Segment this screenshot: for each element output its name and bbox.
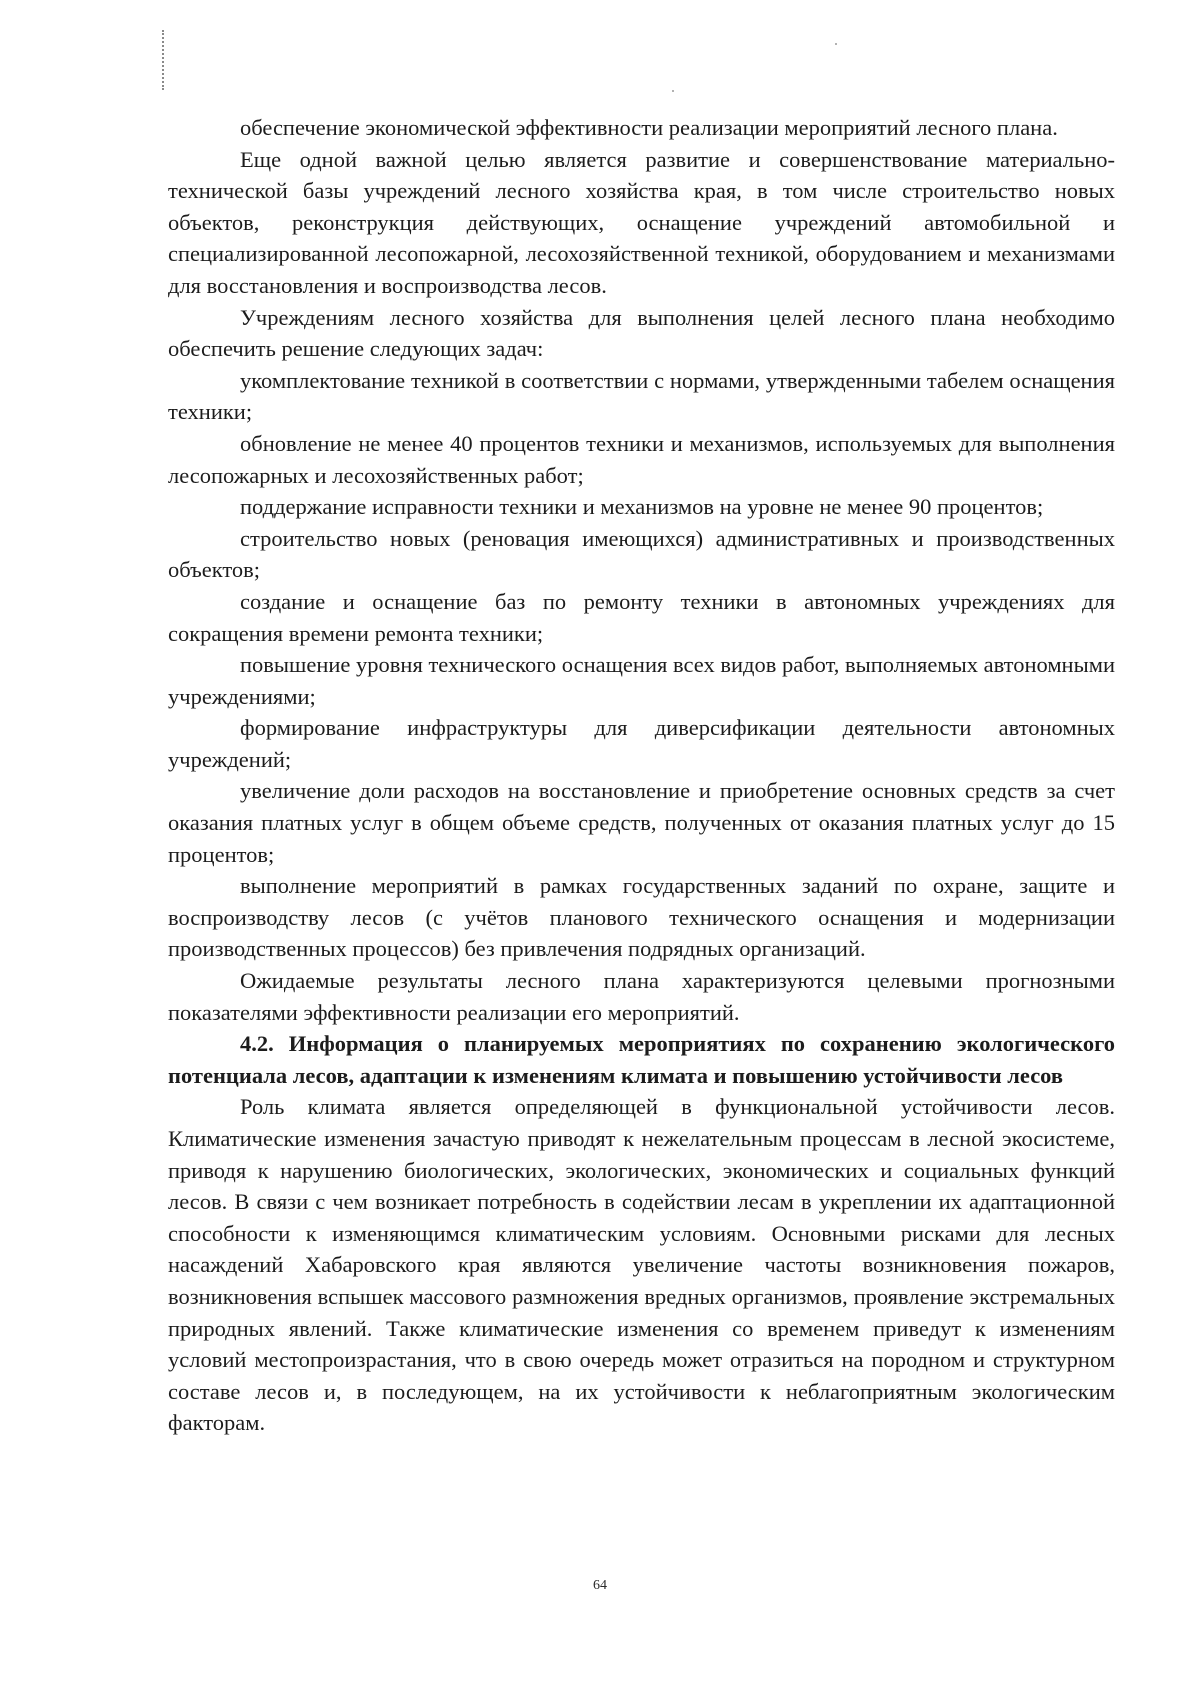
paragraph: обеспечение экономической эффективности реализации мероприятий лесного плана. bbox=[240, 115, 1058, 140]
paragraph: Еще одной важной целью является развитие и совершенствование материально-технической базы учреждений лесного хозяйства края, в том числе строительство новых объектов, реконструкция действующих, оснащение учреждений автомобильной и специализированной лесопожарной, лесохозяйственной техникой, оборудованием и механизмами для восстановления и воспроизводства лесов. bbox=[168, 146, 1115, 298]
list-item: обновление не менее 40 процентов техники и механизмов, используемых для выполнения лесопожарных и лесохозяйственных работ; bbox=[168, 430, 1115, 488]
section-paragraph: Роль климата является определяющей в функциональной устойчивости лесов. Климатические изменения зачастую приводят к нежелательным процессам в лесной экосистеме, приводя к нарушению биологических, экологических, экономических и социальных функций лесов. В связи с чем возникает потребность в содействии лесам в укреплении их адаптационной способности к изменяющимся климатическим условиям. Основными рисками для лесных насаждений Хабаровского края являются увеличение частоты возникновения пожаров, возникновения вспышек массового размножения вредных организмов, проявление экстремальных природных явлений. Также климатические изменения со временем приведут к изменениям условий местопроизрастания, что в свою очередь может отразиться на породном и структурном составе лесов и, в последующем, на их устойчивости к неблагоприятным экологическим факторам. bbox=[168, 1094, 1115, 1436]
scan-artifact-speck bbox=[672, 90, 674, 92]
list-item: повышение уровня технического оснащения всех видов работ, выполняемых автономными учреждениями; bbox=[168, 652, 1115, 709]
section-heading: 4.2. Информация о планируемых мероприятиях по сохранению экологического потенциала лесов, адаптации к изменениям климата и повышению устойчивости лесов bbox=[168, 1031, 1115, 1088]
paragraph: Ожидаемые результаты лесного плана характеризуются целевыми прогнозными показателями эффективности реализации его мероприятий. bbox=[168, 968, 1115, 1025]
document-body bbox=[168, 112, 1115, 1439]
page-number: 64 bbox=[593, 1578, 607, 1593]
list-item: создание и оснащение баз по ремонту техники в автономных учреждениях для сокращения времени ремонта техники; bbox=[168, 588, 1115, 646]
scan-artifact-dots bbox=[162, 30, 168, 90]
list-item: укомплектование техникой в соответствии с нормами, утвержденными табелем оснащения техники; bbox=[168, 367, 1115, 425]
list-item: формирование инфраструктуры для диверсификации деятельности автономных учреждений; bbox=[168, 715, 1115, 772]
list-item: поддержание исправности техники и механизмов на уровне не менее 90 процентов; bbox=[240, 494, 1044, 520]
scan-artifact-speck bbox=[835, 43, 837, 45]
list-item: увеличение доли расходов на восстановление и приобретение основных средств за счет оказания платных услуг в общем объеме средств, полученных от оказания платных услуг до 15 процентов; bbox=[168, 778, 1115, 867]
list-item: выполнение мероприятий в рамках государственных заданий по охране, защите и воспроизводству лесов (с учётов планового технического оснащения и модернизации производственных процессов) без привлечения подрядных организаций. bbox=[168, 873, 1115, 962]
list-item: строительство новых (реновация имеющихся) административных и производственных объектов; bbox=[168, 525, 1115, 583]
paragraph: Учреждениям лесного хозяйства для выполнения целей лесного плана необходимо обеспечить решение следующих задач: bbox=[168, 304, 1115, 362]
